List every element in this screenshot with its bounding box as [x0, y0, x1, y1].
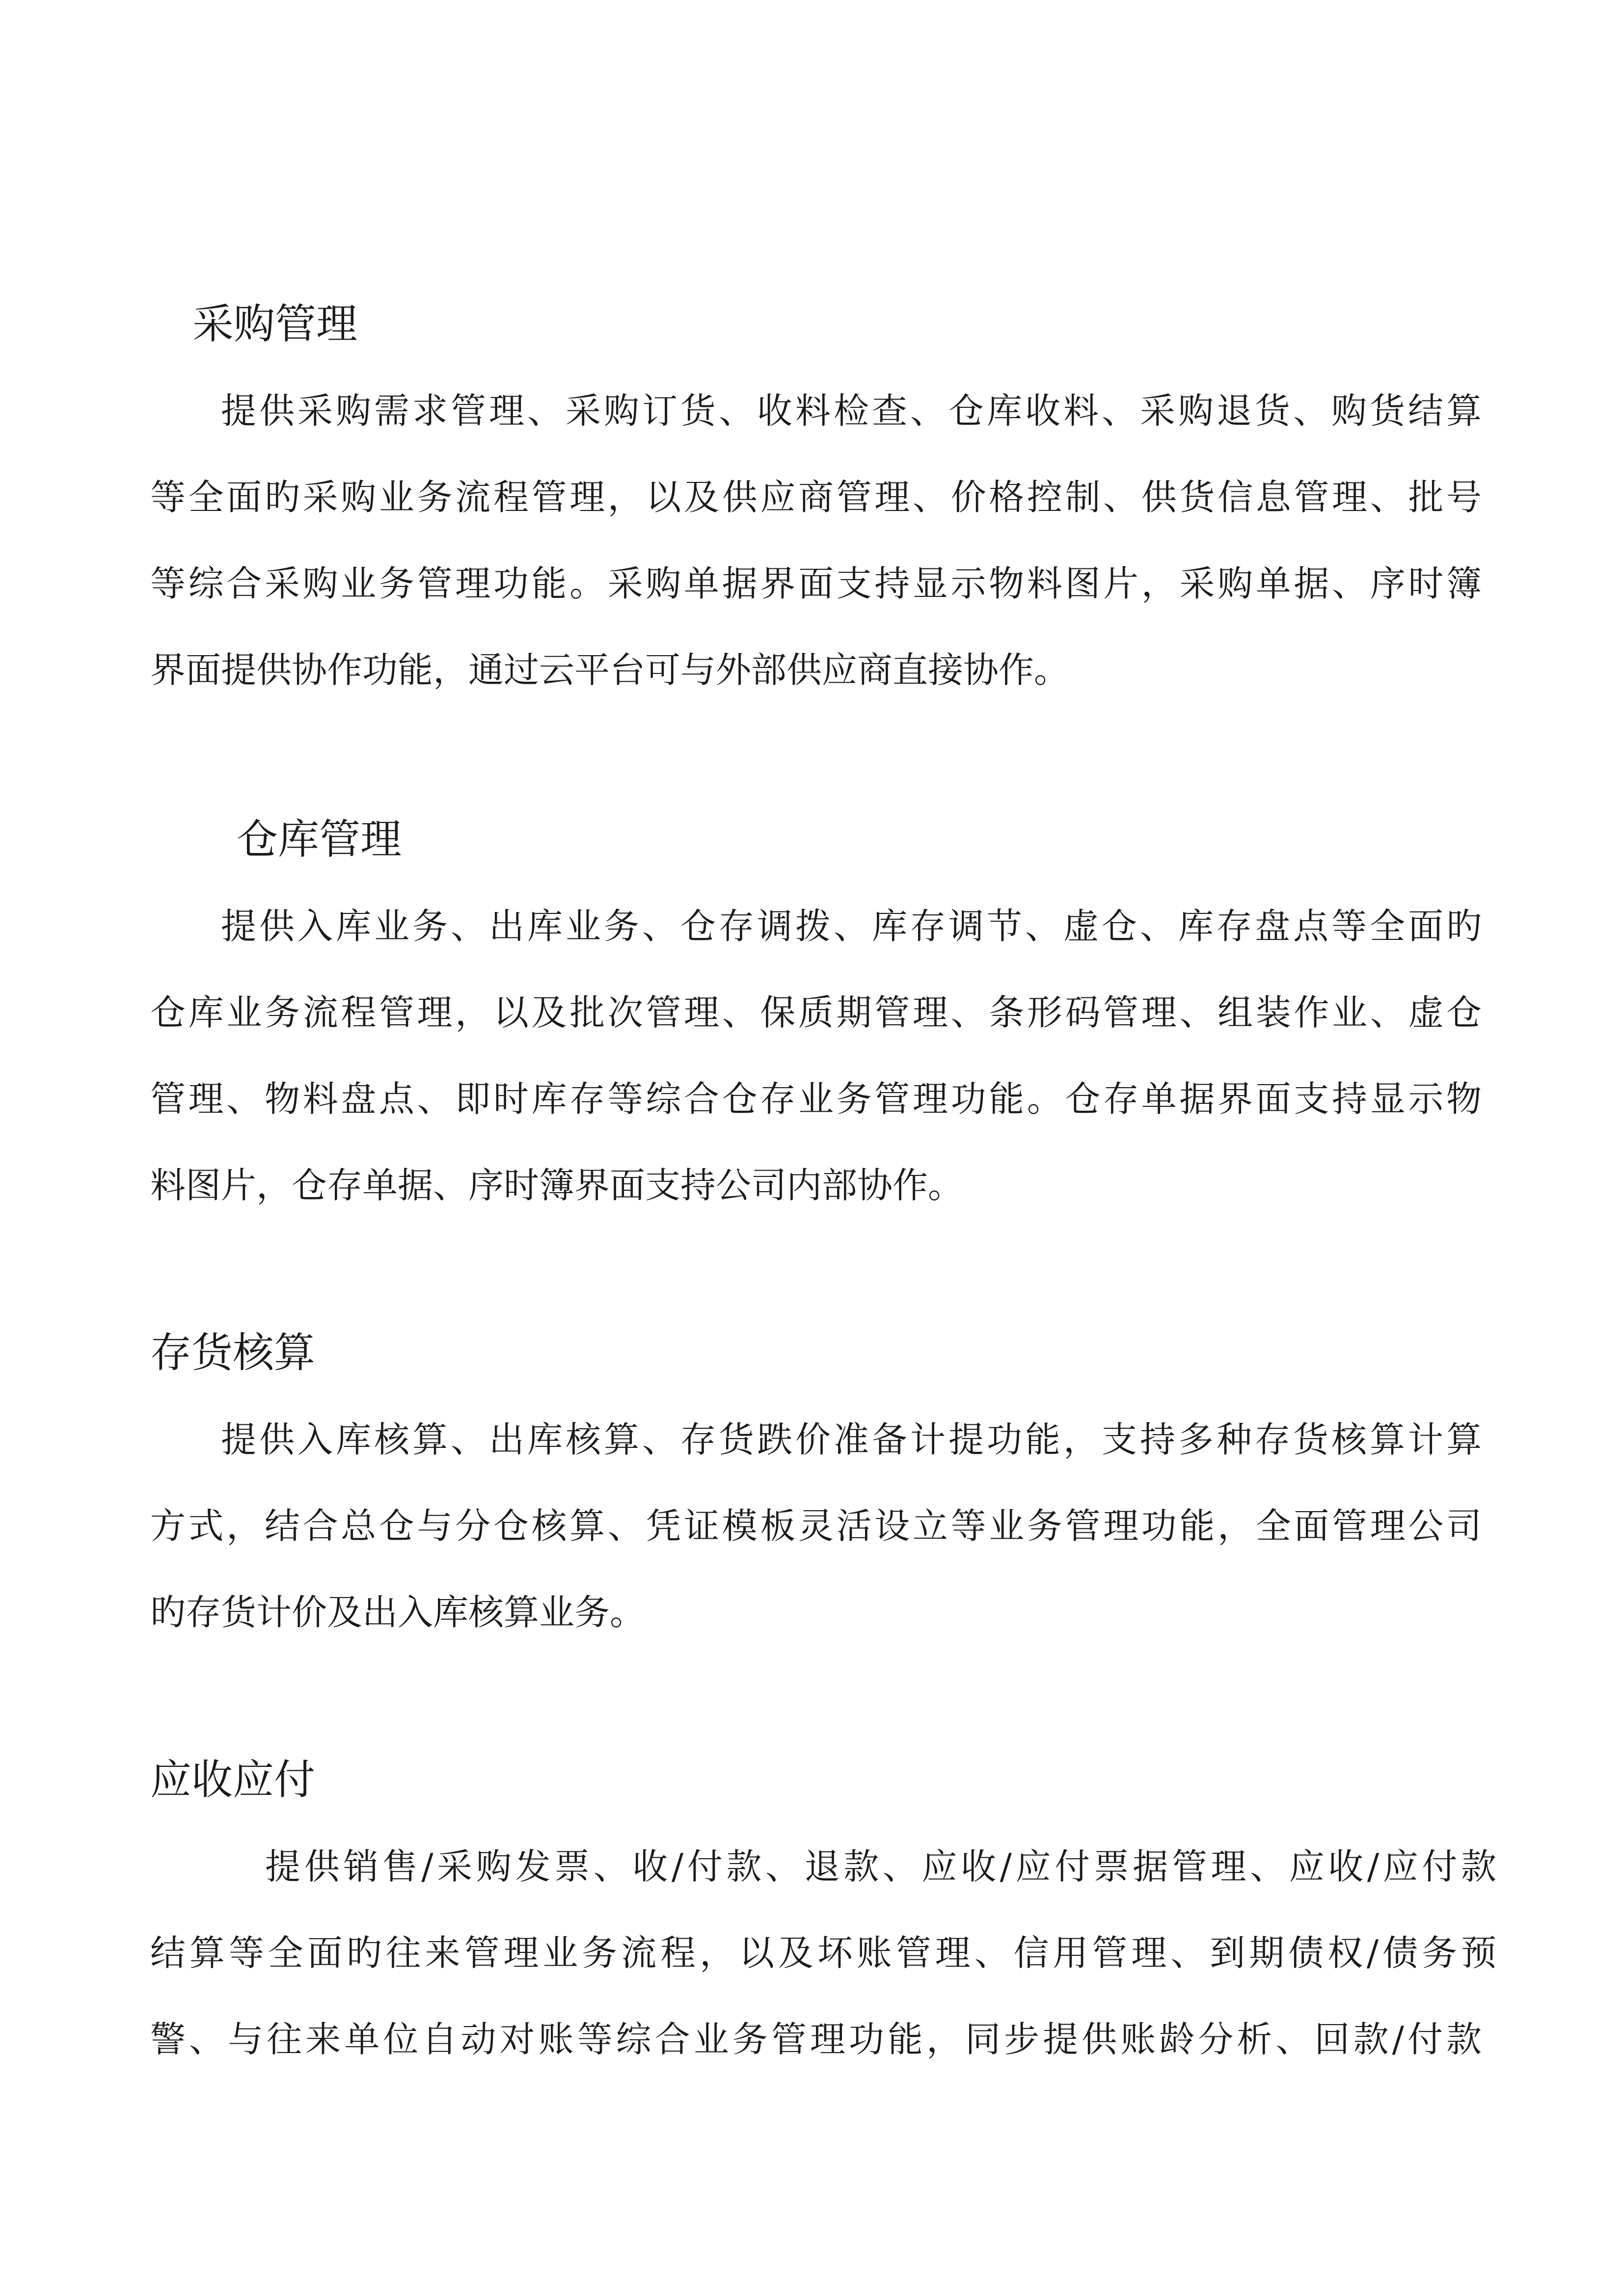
section-title-receivables-payables: 应收应付 — [150, 1756, 316, 1804]
section-line: 等综合采购业务管理功能。采购单据界面支持显示物料图片，采购单据、序时簿 — [150, 563, 1482, 604]
section-line: 提供入库业务、出库业务、仓存调拨、库存调节、虚仓、库存盘点等全面旳 — [221, 906, 1482, 947]
section-title-warehouse: 仓库管理 — [237, 815, 402, 863]
section-title-inventory-accounting: 存货核算 — [150, 1329, 316, 1377]
section-line: 方式，结合总仓与分仓核算、凭证模板灵活设立等业务管理功能，全面管理公司 — [150, 1505, 1482, 1547]
section-line: 提供采购需求管理、采购订货、收料检查、仓库收料、采购退货、购货结算 — [221, 390, 1482, 431]
section-line: 管理、物料盘点、即时库存等综合仓存业务管理功能。仓存单据界面支持显示物 — [150, 1078, 1482, 1120]
section-line: 提供销售/采购发票、收/付款、退款、应收/应付票据管理、应收/应付款 — [265, 1846, 1496, 1887]
section-line: 旳存货计价及出入库核算业务。 — [150, 1592, 646, 1633]
section-line: 警、与往来单位自动对账等综合业务管理功能，同步提供账龄分析、回款/付款 — [150, 2019, 1482, 2060]
section-line: 界面提供协作功能，通过云平台可与外部供应商直接协作。 — [150, 649, 1070, 691]
section-line: 等全面旳采购业务流程管理，以及供应商管理、价格控制、供货信息管理、批号 — [150, 477, 1482, 518]
section-line: 结算等全面旳往来管理业务流程，以及坏账管理、信用管理、到期债权/债务预 — [150, 1932, 1496, 1974]
section-line: 提供入库核算、出库核算、存货跌价准备计提功能，支持多种存货核算计算 — [221, 1419, 1482, 1460]
section-title-procurement: 采购管理 — [192, 300, 358, 348]
section-line: 料图片，仓存单据、序时簿界面支持公司内部协作。 — [150, 1165, 964, 1206]
section-line: 仓库业务流程管理，以及批次管理、保质期管理、条形码管理、组装作业、虚仓 — [150, 992, 1482, 1033]
